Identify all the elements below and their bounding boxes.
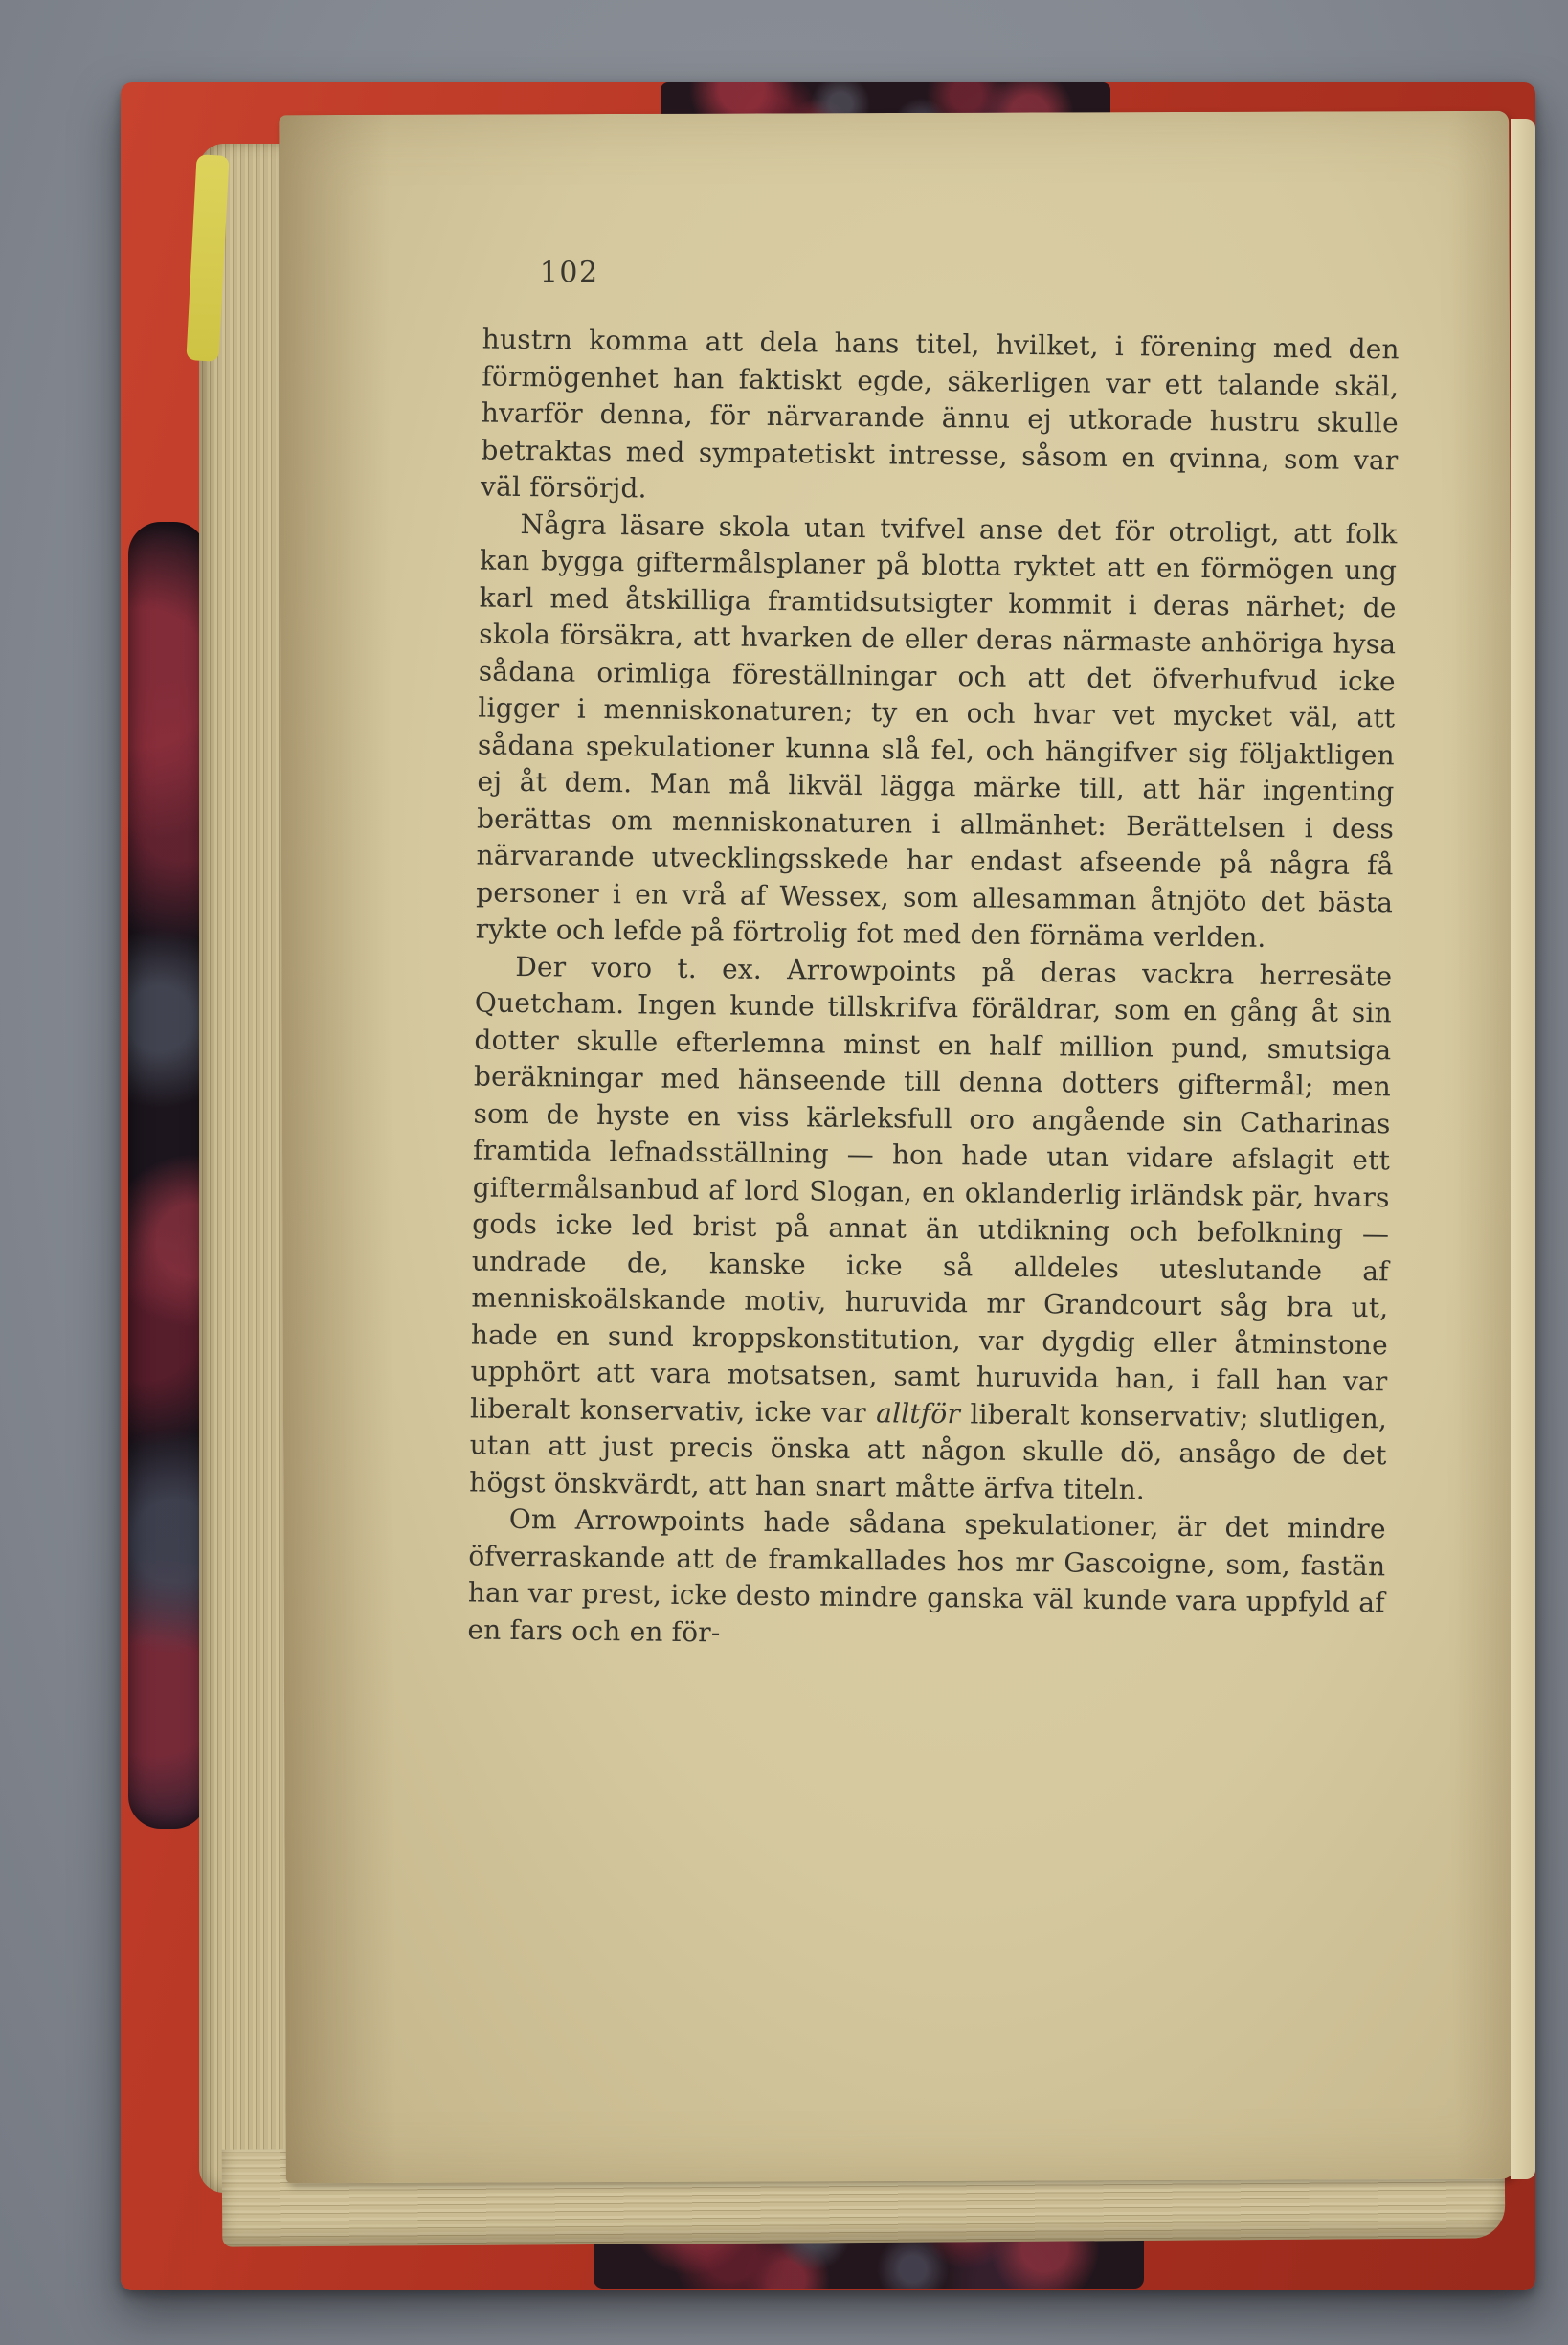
italic-text-segment: alltför [876,1396,961,1430]
text-segment: liberalt konservativ; slutligen, utan att just precis önska att någon skulle dö, ansågo de det högst önskvärdt, att han snart måtte ärfva titeln. [469,1397,1388,1505]
text-segment: Om Arrowpoints hade sådana spekulationer, är det mindre öfverraskande att de framkallades hos mr Gascoigne, som, fastän han var prest, icke desto mindre ganska väl kunde vara uppfyld af en fars och en för- [467,1502,1386,1648]
text-block [467,322,1400,1659]
next-page-edge [1511,119,1535,2179]
paragraph [476,506,1398,958]
paragraph [469,948,1392,1511]
marbled-spine [128,522,207,1829]
text-segment: Några läsare skola utan tvifvel anse det för otroligt, att folk kan bygga giftermålsplaner på blotta ryktet att en förmögen ung karl med åtskilliga framtidsutsigter kommit i deras närhet; de skola försäkra, att hvarken de eller deras närmaste anhöriga hysa sådana orimliga föreställningar och att det öfverhufvud icke ligger i menniskonaturen; ty en och hvar vet mycket väl, att sådana spekulationer kunna slå fel, och hängifver sig följaktligen ej åt dem. Man må likväl lägga märke till, att här ingenting berättas om menniskonaturen i allmänhet: Berättelsen i dess närvarande utvecklingsskede har endast afseende på några få personer i en vrå af Wessex, som allesamman åtnjöto det bästa rykte och lefde på förtrolig fot med den förnäma verlden. [475,507,1398,954]
paragraph [481,322,1400,516]
text-segment: Der voro t. ex. Arrowpoints på deras vackra herresäte Quetcham. Ingen kunde tillskrifva föräldrar, som en gång åt sin dotter skulle efterlemna minst en half million pund, smutsiga beräkningar med hänseende till denna dotters giftermål; men som de hyste en viss kärleksfull oro angående sin Catharinas framtida lefnadsställning — hon hade utan vidare afslagit ett giftermålsanbud af lord Slogan, en oklanderlig irländsk pär, hvars gods icke led brist på annat än utdikning och befolkning — undrade de, kanske icke så alldeles uteslutande af menniskoälskande motiv, huruvida mr Grandcourt såg bra ut, hade en sund kroppskonstitution, var dygdig eller åtminstone upphört att vara motsatsen, samt huruvida han, i fall han var liberalt konservativ, icke var [469,950,1393,1429]
paragraph [467,1500,1386,1658]
text-segment: hustrn komma att dela hans titel, hvilket, i förening med den förmögenhet han faktiskt egde, säkerligen var ett talande skäl, hvarför denna, för närvarande ännu ej utkorade hustru skulle betraktas med sympatetiskt intresse, såsom en qvinna, som var väl försörjd. [480,323,1400,505]
book-page [279,111,1516,2183]
page-number: 102 [539,256,599,290]
